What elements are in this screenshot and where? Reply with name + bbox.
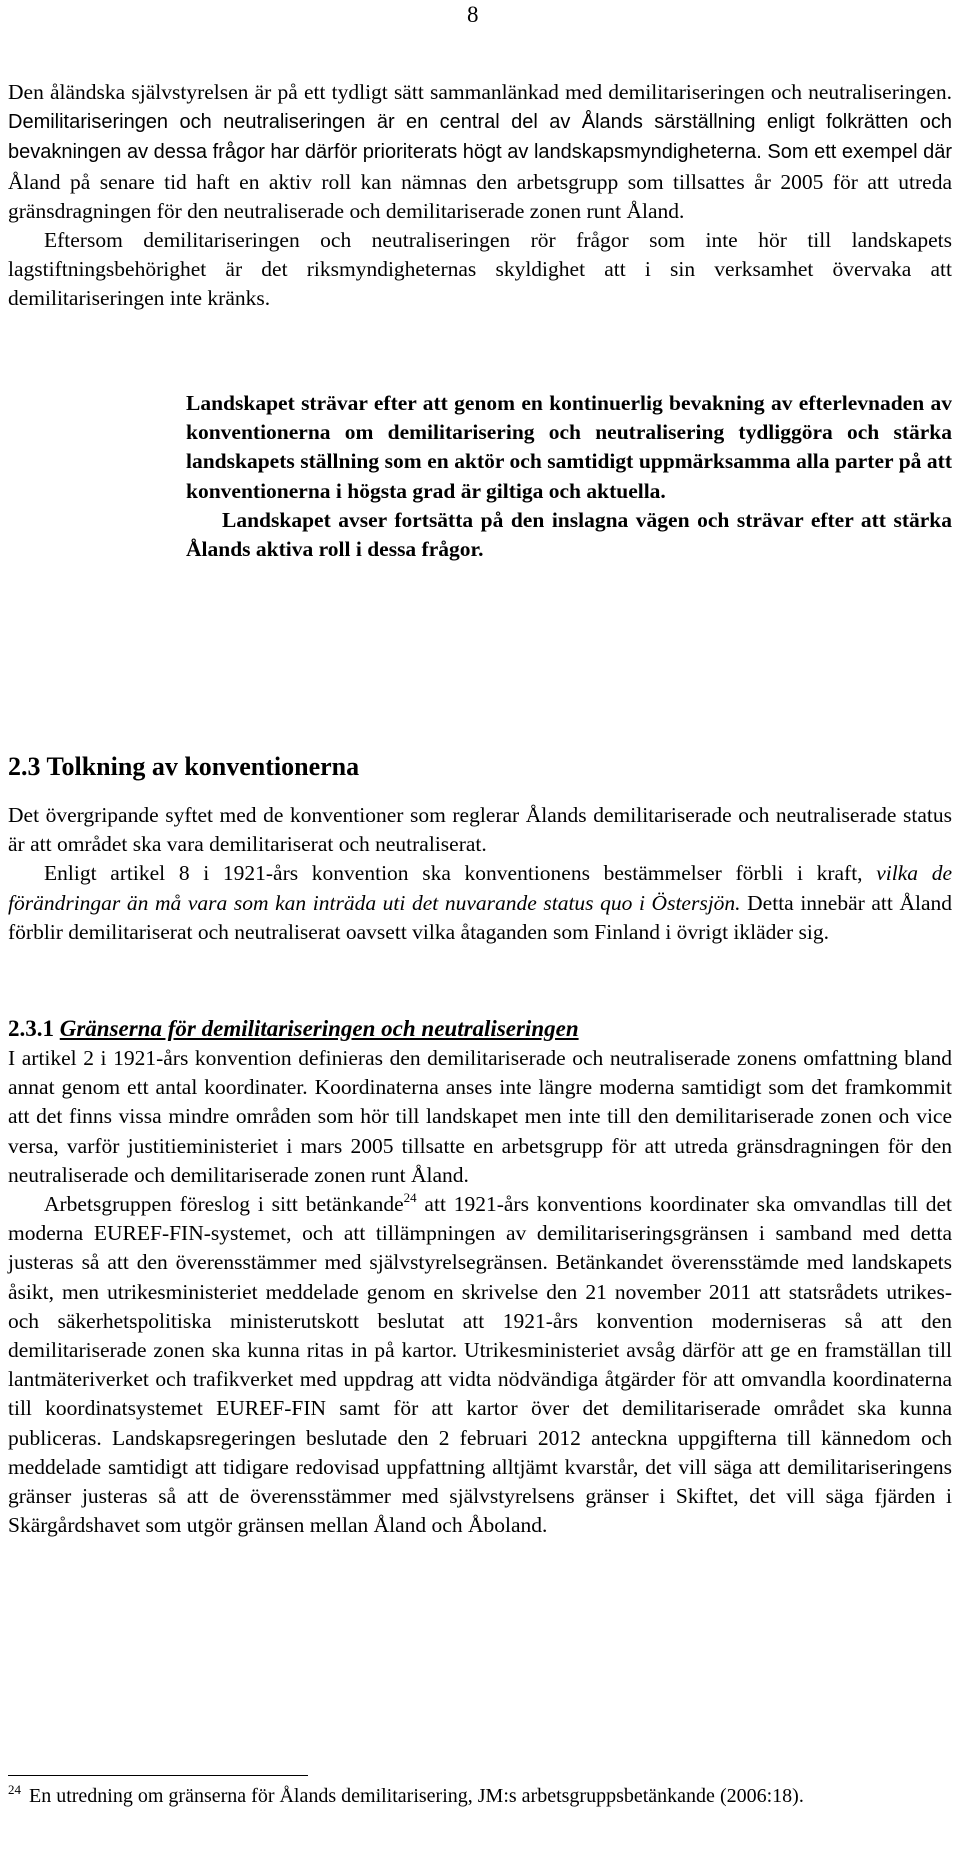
working-group-text-b: att 1921-års konventions koordinater ska omvandlas till det moderna EUREF-FIN-systemet, och att tillämpningen av demilitariseringsgränsen i samband med detta justeras så att den överensstämmer med självstyrelsegränsen. Betänkandet överensstämde med landskapets åsikt, men utrikesministeriet meddelade genom en skrivelse den 21 november 2011 att statsrådets utrikes- och säkerhetspolitiska ministerutskott beslutat att 1921-års konvention moderniseras så att den demilitariserade zonen ska kunna ritas in på kartor. Utrikesministeriet avsåg därför att ge en framställan till lantmäteriverket och trafikverket med uppdrag att vidta nödvändiga åtgärder för att omvandla koordinaterna till koordinatsystemet EUREF-FIN samt för att kartor över det demilitariserade området ska kunna publiceras. Landskapsregeringen beslutade den 2 februari 2012 anteckna uppgifterna till kännedom och meddelade samtidigt att tidigare redovisad uppfattning alltjämt kvarstår, det vill säga att demilitariseringens gränser justeras så att de överensstämmer med självstyrelsens gränser i Skiftet, det vill säga fjärden i Skärgårdshavet som utgör gränsen mellan Åland och Åboland. <box>8 1192 952 1538</box>
footnote <box>8 1783 952 1810</box>
section-heading-2-3: 2.3 Tolkning av konventionerna <box>8 752 360 781</box>
footnote-number: 24 <box>8 1782 21 1797</box>
footnote-paragraph <box>8 1783 952 1810</box>
interpretation-section <box>8 801 952 947</box>
section-heading-2-3-1-number: 2.3.1 <box>8 1016 60 1041</box>
article-8-quote: vilka de förändringar än må vara som kan inträda uti det nuvarande status quo i Östersjön. <box>8 861 952 915</box>
footnote-separator <box>8 1775 308 1776</box>
borders-section <box>8 1044 952 1540</box>
working-group-text-a: Arbetsgruppen föreslog i sitt betänkande <box>44 1192 404 1217</box>
page-number: 8 <box>467 2 479 27</box>
intro-section <box>8 78 952 314</box>
footnote-text: En utredning om gränserna för Ålands demilitarisering, JM:s arbetsgruppsbetänkande (2006:18). <box>29 1785 804 1807</box>
article-8-text-b: Detta innebär att Åland förblir demilitariserat och neutraliserat oavsett vilka åtaganden som Finland i övrigt ikläder sig. <box>8 890 953 944</box>
article-8-paragraph <box>8 859 952 947</box>
policy-statement-paragraph-2: Landskapet avser fortsätta på den inslagna vägen och strävar efter att stärka Ålands aktiva roll i dessa frågor. <box>186 507 952 562</box>
section-heading-2-3-1 <box>8 1014 579 1043</box>
article-2-paragraph: I artikel 2 i 1921-års konvention definieras den demilitariserade och neutraliserade zonens omfattning bland annat genom ett antal koordinater. Koordinaterna anses inte längre moderna samtidigt som det framkommit att det finns vissa mindre områden som hör till landskapet men inte till den demilitariserade zonen och vice versa, varför justitieministeriet i mars 2005 tillsatte en arbetsgrupp för att utreda gränsdragningen för den neutraliserade och demilitariserade zonen runt Åland. <box>8 1046 952 1187</box>
policy-statement-paragraph-1: Landskapet strävar efter att genom en kontinuerlig bevakning av efterlevnaden av konventionerna om demilitarisering och neutralisering tydliggöra och stärka landskapets ställning som en aktör och samtidigt uppmärksamma alla parter på att konventionerna i högsta grad är giltiga och aktuella. <box>186 391 952 503</box>
section-heading-2-3-1-title: Gränserna för demilitariseringen och neutraliseringen <box>59 1016 579 1041</box>
oversight-paragraph: Eftersom demilitariseringen och neutraliseringen rör frågor som inte hör till landskapets lagstiftningsbehörighet är det riksmyndigheternas skyldighet att i sin verksamhet övervaka att demilitariseringen inte kränks. <box>8 228 952 311</box>
intro-paragraph-part-b: Demilitariseringen och neutraliseringen är en central del av Ålands särställning enligt folkrätten och bevakningen av dessa frågor har därför prioriterats högt av landskapsmyndigheterna. Som ett exempel där <box>8 111 952 164</box>
purpose-paragraph: Det övergripande syftet med de konventioner som reglerar Ålands demilitariserade och neutraliserade status är att området ska vara demilitariserat och neutraliserat. <box>8 803 952 857</box>
intro-paragraph-part-a: Den åländska självstyrelsen är på ett tydligt sätt sammanlänkad med demilitariseringen och neutraliseringen. <box>8 80 952 104</box>
intro-paragraph-part-c: Åland på senare tid haft en aktiv roll kan nämnas den arbetsgrupp som tillsattes år 2005 för att utreda gränsdragningen för den neutraliserade och demilitariserade zonen runt Åland. <box>8 169 952 223</box>
policy-statement-block <box>186 389 952 564</box>
working-group-paragraph <box>8 1190 952 1540</box>
article-8-text-a: Enligt artikel 8 i 1921-års konvention ska konventionens bestämmelser förbli i kraft, <box>44 861 877 886</box>
intro-paragraph <box>8 78 952 226</box>
footnote-reference: 24 <box>403 1190 417 1206</box>
